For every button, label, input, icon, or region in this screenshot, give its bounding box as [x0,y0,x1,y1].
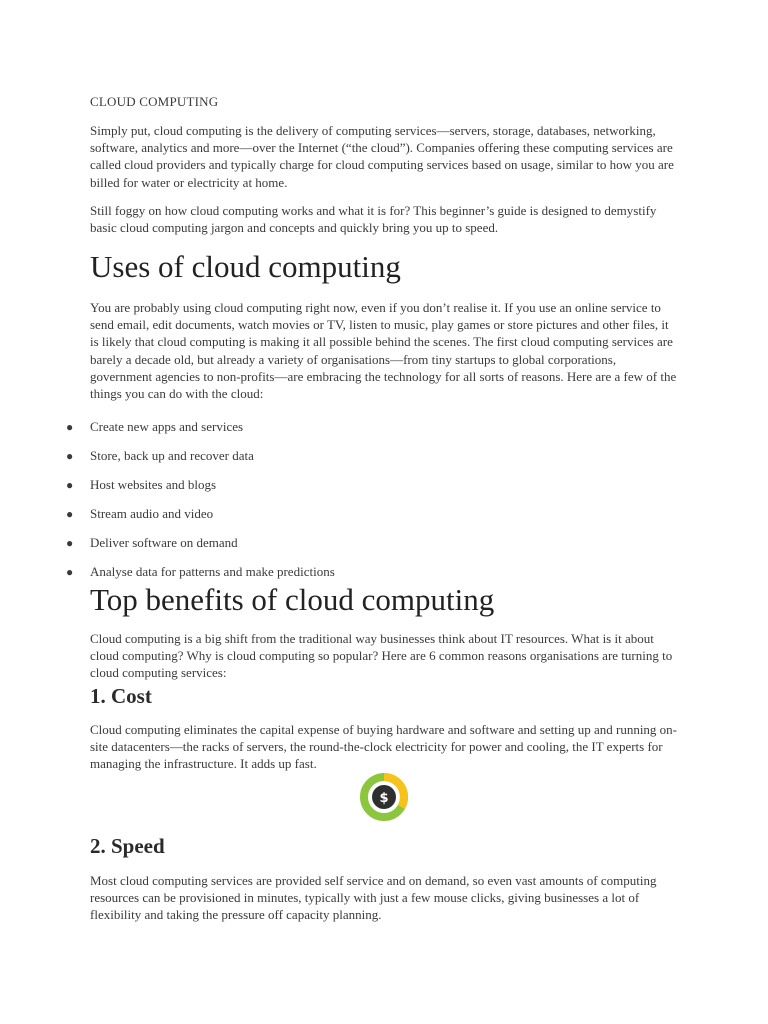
list-item: ● Store, back up and recover data [66,448,254,463]
list-item: ● Deliver software on demand [66,535,238,550]
speed-heading: 2. Speed [90,834,165,858]
benefits-heading: Top benefits of cloud computing [90,582,495,617]
uses-paragraph: You are probably using cloud computing right now, even if you don’t realise it. If you use an online service to send email, edit documents, watch movies or TV, listen to music, play games or store pictures and other files, it is likely that cloud computing is making it all possible behind the scenes. The first cloud computing services are barely a decade old, but already a variety of organisations—from tiny startups to global corporations, government agencies to non-profits—are embracing the technology for all sorts of reasons. Here are a few of the things you can do with the cloud: [90,300,677,402]
bullet-icon: ● [66,478,74,492]
benefits-paragraph: Cloud computing is a big shift from the traditional way businesses think about IT resources. What is it about cloud computing? Why is cloud computing so popular? Here are 6 common reasons organisations are turning to cloud computing services: [90,631,673,681]
cost-heading: 1. Cost [90,684,152,708]
document-label: CLOUD COMPUTING [90,94,219,109]
cost-dollar-icon [360,773,408,821]
speed-paragraph: Most cloud computing services are provided self service and on demand, so even vast amounts of computing resources can be provisioned in minutes, typically with just a few mouse clicks, giving businesses a lot of flexibility and taking the pressure off capacity planning. [90,873,657,923]
cost-paragraph: Cloud computing eliminates the capital expense of buying hardware and software and setting up and running on-site datacenters—the racks of servers, the round-the-clock electricity for power and cooling, the IT experts for managing the infrastructure. It adds up fast. [90,722,678,772]
intro-paragraph-2: Still foggy on how cloud computing works and what it is for? This beginner’s guide is designed to demystify basic cloud computing jargon and concepts and quickly bring you up to speed. [90,203,657,236]
list-item: ● Host websites and blogs [66,477,217,492]
bullet-icon: ● [66,536,74,550]
bullet-icon: ● [66,565,74,579]
svg-text:$: $ [379,791,389,806]
list-item: ● Create new apps and services [66,419,244,434]
list-item: ● Analyse data for patterns and make predictions [66,564,335,579]
bullet-icon: ● [66,420,74,434]
intro-paragraph-1: Simply put, cloud computing is the delivery of computing services—servers, storage, databases, networking, software, analytics and more—over the Internet (“the cloud”). Companies offering these computing services are called cloud providers and typically charge for cloud computing services based on usage, similar to how you are billed for water or electricity at home. [90,123,674,190]
list-item: ● Stream audio and video [66,506,214,521]
uses-heading: Uses of cloud computing [90,249,401,284]
bullet-icon: ● [66,449,74,463]
bullet-icon: ● [66,507,74,521]
